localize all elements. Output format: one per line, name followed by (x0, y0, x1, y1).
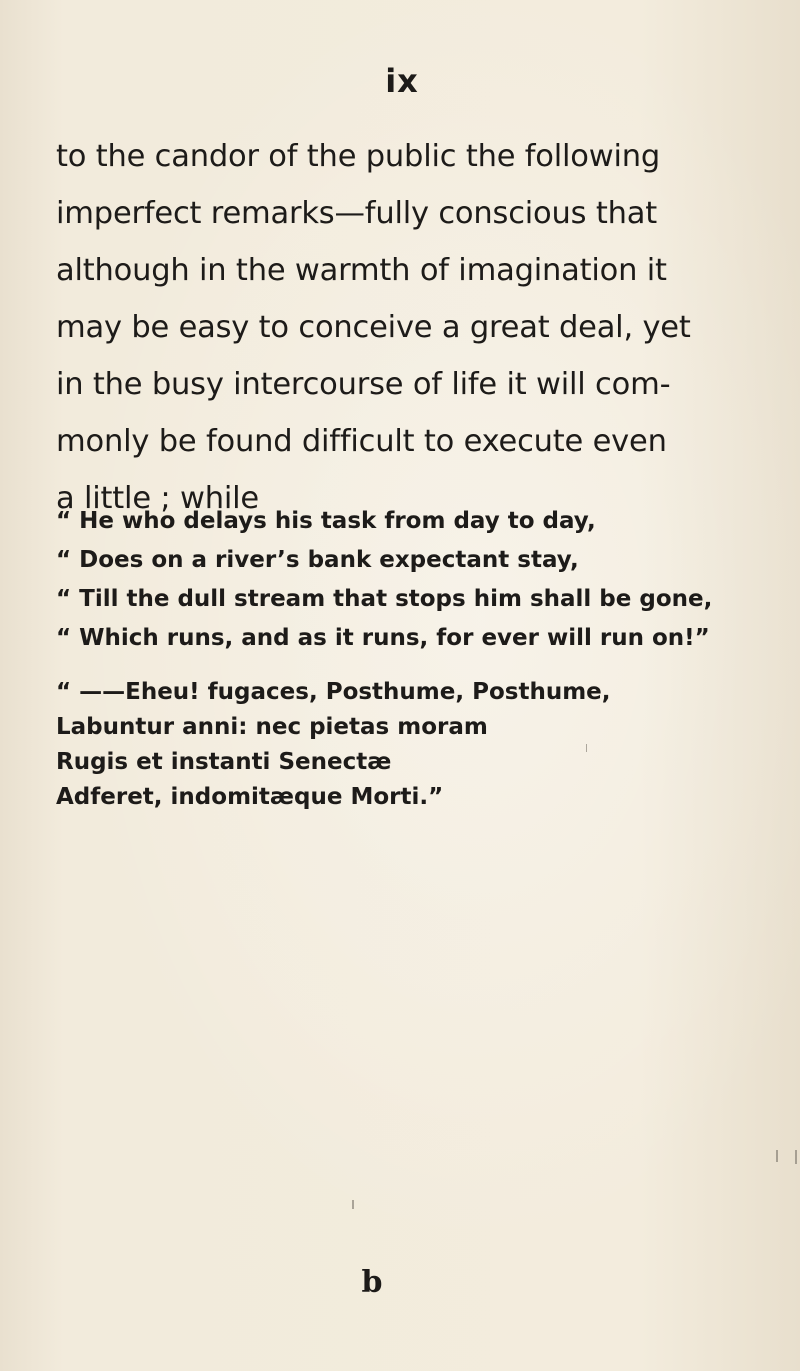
signature-mark: b (361, 1265, 383, 1300)
paragraph-line: although in the warmth of imagination it (56, 253, 667, 288)
verse-line: “ Does on a river’s bank expectant stay, (56, 547, 579, 573)
paragraph-line: may be easy to conceive a great deal, yet (56, 310, 691, 345)
paper-speck (776, 1150, 778, 1162)
paragraph-line: imperfect remarks—fully conscious that (56, 196, 657, 231)
page-number: ix (385, 62, 419, 100)
paragraph-line: in the busy intercourse of life it will com- (56, 367, 671, 402)
paragraph-line: to the candor of the public the following (56, 139, 661, 174)
verse-line: “ He who delays his task from day to day, (56, 508, 596, 534)
latin-verse-quotation (56, 675, 756, 815)
latin-line: “ ——Eheu! fugaces, Posthume, Posthume, (56, 679, 611, 705)
verse-line: “ Till the dull stream that stops him shall be gone, (56, 586, 713, 612)
paper-speck (586, 744, 587, 752)
english-verse-quotation (56, 502, 756, 658)
paper-speck (795, 1150, 797, 1164)
paragraph-line: monly be found difficult to execute even (56, 424, 667, 459)
paragraph-line: a little ; while (56, 481, 259, 516)
verse-line: “ Which runs, and as it runs, for ever will run on!” (56, 625, 710, 651)
prose-paragraph (56, 128, 746, 527)
latin-line: Rugis et instanti Senectæ (56, 749, 392, 775)
latin-line: Labuntur anni: nec pietas moram (56, 714, 488, 740)
paper-speck (352, 1200, 354, 1209)
latin-line: Adferet, indomitæque Morti.” (56, 784, 444, 810)
